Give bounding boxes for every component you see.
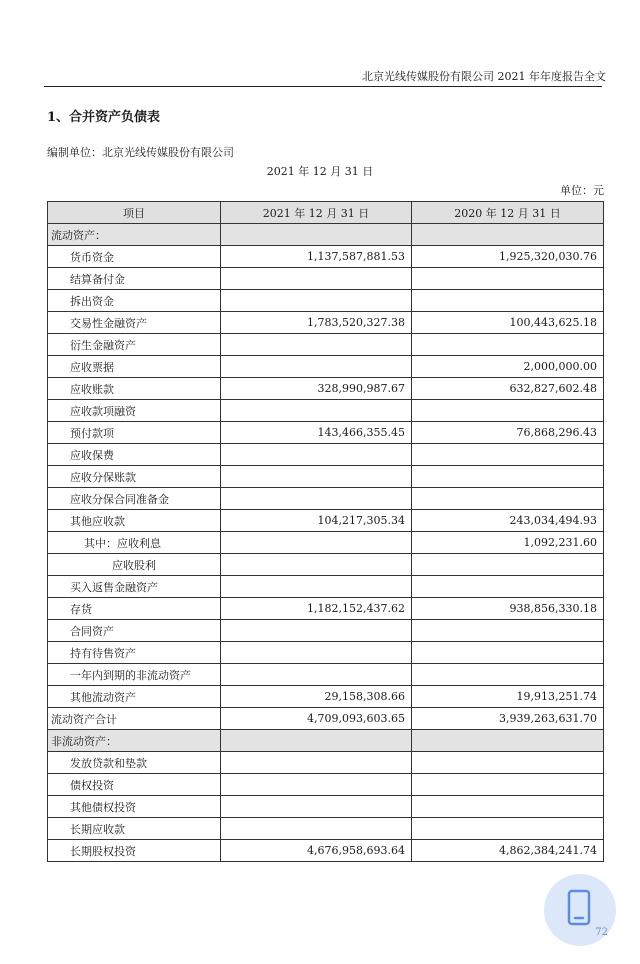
value-2021 bbox=[221, 290, 412, 312]
table-header-row bbox=[48, 202, 604, 224]
table-row bbox=[48, 444, 604, 466]
table-row-current-assets-heading bbox=[48, 224, 604, 246]
table-row bbox=[48, 774, 604, 796]
value-2020 bbox=[412, 334, 604, 356]
row-label: 应收保费 bbox=[48, 444, 221, 466]
table-row bbox=[48, 356, 604, 378]
table-row bbox=[48, 752, 604, 774]
phone-icon bbox=[566, 888, 594, 928]
value-2020 bbox=[412, 466, 604, 488]
table-row bbox=[48, 576, 604, 598]
section-title: 1、合并资产负债表 bbox=[47, 110, 161, 125]
table-row bbox=[48, 312, 604, 334]
column-header-2020: 2020 年 12 月 31 日 bbox=[412, 202, 604, 224]
row-label: 预付款项 bbox=[48, 422, 221, 444]
table-row bbox=[48, 796, 604, 818]
value-2021: 328,990,987.67 bbox=[221, 378, 412, 400]
value-2021: 143,466,355.45 bbox=[221, 422, 412, 444]
table-row bbox=[48, 378, 604, 400]
table-row bbox=[48, 488, 604, 510]
value-2020 bbox=[412, 620, 604, 642]
table-row bbox=[48, 532, 604, 554]
row-label: 应收分保账款 bbox=[48, 466, 221, 488]
value-2021 bbox=[221, 466, 412, 488]
table-row bbox=[48, 422, 604, 444]
row-label: 非流动资产： bbox=[48, 730, 221, 752]
table-row bbox=[48, 334, 604, 356]
value-2021 bbox=[221, 774, 412, 796]
value-2021 bbox=[221, 642, 412, 664]
column-header-2021: 2021 年 12 月 31 日 bbox=[221, 202, 412, 224]
row-label: 发放贷款和垫款 bbox=[48, 752, 221, 774]
value-2020 bbox=[412, 642, 604, 664]
table-row bbox=[48, 400, 604, 422]
value-2020: 4,862,384,241.74 bbox=[412, 840, 604, 862]
header-rule bbox=[44, 86, 602, 87]
row-label: 衍生金融资产 bbox=[48, 334, 221, 356]
row-label: 债权投资 bbox=[48, 774, 221, 796]
row-label: 合同资产 bbox=[48, 620, 221, 642]
row-label: 交易性金融资产 bbox=[48, 312, 221, 334]
table-row bbox=[48, 818, 604, 840]
table-row bbox=[48, 620, 604, 642]
value-2021 bbox=[221, 796, 412, 818]
value-2021: 104,217,305.34 bbox=[221, 510, 412, 532]
table-row-current-assets-total bbox=[48, 708, 604, 730]
table-row bbox=[48, 246, 604, 268]
row-label: 应收账款 bbox=[48, 378, 221, 400]
value-2020: 19,913,251.74 bbox=[412, 686, 604, 708]
table-row bbox=[48, 686, 604, 708]
value-2020: 3,939,263,631.70 bbox=[412, 708, 604, 730]
table-row-non-current-assets-heading bbox=[48, 730, 604, 752]
value-2020 bbox=[412, 290, 604, 312]
value-2021 bbox=[221, 664, 412, 686]
page-number: 72 bbox=[595, 927, 608, 938]
row-label: 一年内到期的非流动资产 bbox=[48, 664, 221, 686]
value-2020 bbox=[412, 664, 604, 686]
row-label: 其他应收款 bbox=[48, 510, 221, 532]
table-row bbox=[48, 642, 604, 664]
value-2020 bbox=[412, 444, 604, 466]
report-date: 2021 年 12 月 31 日 bbox=[266, 165, 374, 178]
value-2020 bbox=[412, 554, 604, 576]
table-row bbox=[48, 554, 604, 576]
balance-sheet-table bbox=[47, 201, 604, 862]
value-2020: 2,000,000.00 bbox=[412, 356, 604, 378]
value-2021 bbox=[221, 532, 412, 554]
value-2021 bbox=[221, 752, 412, 774]
value-2020 bbox=[412, 818, 604, 840]
table-row bbox=[48, 840, 604, 862]
value-2021 bbox=[221, 730, 412, 752]
value-2020 bbox=[412, 268, 604, 290]
table-row bbox=[48, 510, 604, 532]
row-label: 应收股利 bbox=[48, 554, 221, 576]
value-2020: 1,092,231.60 bbox=[412, 532, 604, 554]
row-label: 存货 bbox=[48, 598, 221, 620]
row-label: 拆出资金 bbox=[48, 290, 221, 312]
row-label: 应收款项融资 bbox=[48, 400, 221, 422]
column-header-item: 项目 bbox=[48, 202, 221, 224]
value-2020 bbox=[412, 752, 604, 774]
row-label: 其他债权投资 bbox=[48, 796, 221, 818]
value-2021: 29,158,308.66 bbox=[221, 686, 412, 708]
row-label: 结算备付金 bbox=[48, 268, 221, 290]
value-2020 bbox=[412, 488, 604, 510]
value-2020: 938,856,330.18 bbox=[412, 598, 604, 620]
value-2020 bbox=[412, 796, 604, 818]
table-row bbox=[48, 598, 604, 620]
value-2021: 1,182,152,437.62 bbox=[221, 598, 412, 620]
compiling-entity: 编制单位：北京光线传媒股份有限公司 bbox=[47, 146, 234, 159]
value-2020 bbox=[412, 400, 604, 422]
row-label: 持有待售资产 bbox=[48, 642, 221, 664]
table-row bbox=[48, 268, 604, 290]
value-2020: 632,827,602.48 bbox=[412, 378, 604, 400]
value-2020: 76,868,296.43 bbox=[412, 422, 604, 444]
currency-unit: 单位：元 bbox=[560, 184, 604, 197]
table-row bbox=[48, 290, 604, 312]
value-2021 bbox=[221, 224, 412, 246]
floating-action-badge[interactable] bbox=[544, 874, 616, 946]
row-label: 长期应收款 bbox=[48, 818, 221, 840]
row-label: 其他流动资产 bbox=[48, 686, 221, 708]
value-2021 bbox=[221, 400, 412, 422]
value-2021 bbox=[221, 576, 412, 598]
row-label: 流动资产： bbox=[48, 224, 221, 246]
value-2020 bbox=[412, 774, 604, 796]
running-header: 北京光线传媒股份有限公司 2021 年年度报告全文 bbox=[362, 70, 606, 83]
value-2021 bbox=[221, 554, 412, 576]
value-2021 bbox=[221, 334, 412, 356]
value-2021 bbox=[221, 356, 412, 378]
value-2021 bbox=[221, 620, 412, 642]
row-label: 货币资金 bbox=[48, 246, 221, 268]
row-label: 流动资产合计 bbox=[48, 708, 221, 730]
value-2021 bbox=[221, 444, 412, 466]
row-label: 买入返售金融资产 bbox=[48, 576, 221, 598]
row-label: 长期股权投资 bbox=[48, 840, 221, 862]
row-label: 应收分保合同准备金 bbox=[48, 488, 221, 510]
value-2021: 1,783,520,327.38 bbox=[221, 312, 412, 334]
value-2021: 4,676,958,693.64 bbox=[221, 840, 412, 862]
value-2021 bbox=[221, 818, 412, 840]
table-row bbox=[48, 664, 604, 686]
value-2020: 1,925,320,030.76 bbox=[412, 246, 604, 268]
value-2020: 243,034,494.93 bbox=[412, 510, 604, 532]
value-2021: 1,137,587,881.53 bbox=[221, 246, 412, 268]
value-2020: 100,443,625.18 bbox=[412, 312, 604, 334]
row-label: 其中：应收利息 bbox=[48, 532, 221, 554]
value-2020 bbox=[412, 224, 604, 246]
value-2021 bbox=[221, 488, 412, 510]
value-2020 bbox=[412, 576, 604, 598]
value-2020 bbox=[412, 730, 604, 752]
table-row bbox=[48, 466, 604, 488]
row-label: 应收票据 bbox=[48, 356, 221, 378]
value-2021 bbox=[221, 268, 412, 290]
value-2021: 4,709,093,603.65 bbox=[221, 708, 412, 730]
